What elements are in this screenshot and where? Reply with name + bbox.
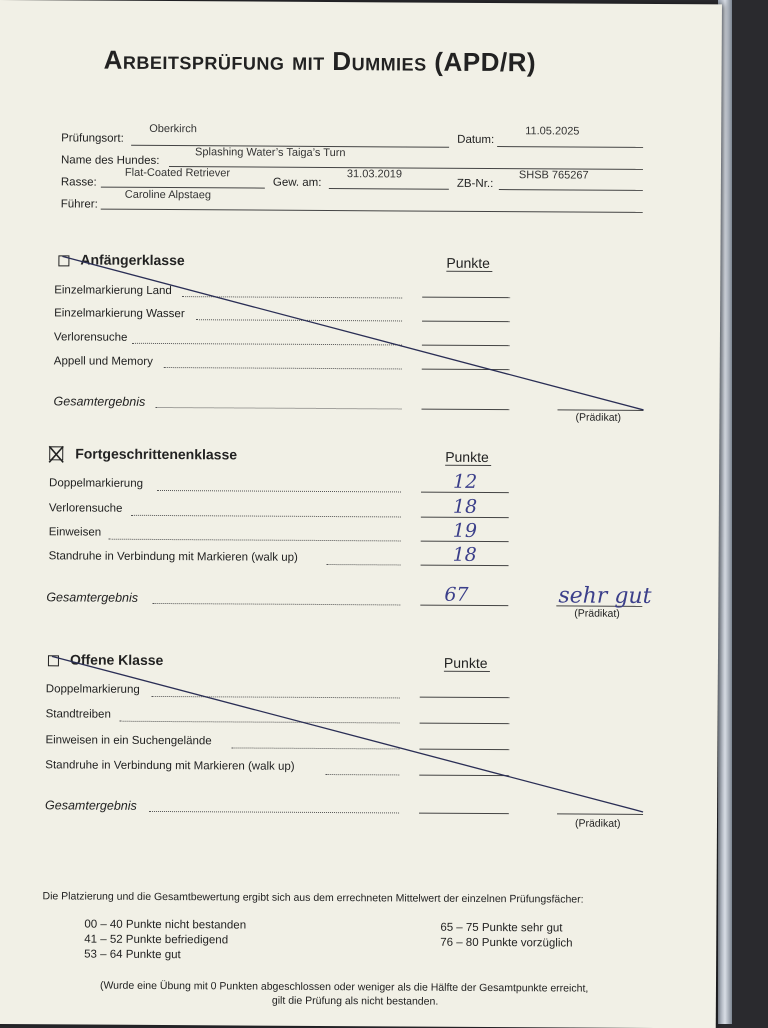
fuehrer-value: Caroline Alpstaeg [124, 188, 212, 202]
anfaenger-praedikat: (Prädikat) [575, 411, 622, 424]
anfaenger-item-3: Verlorensuche [53, 331, 128, 344]
offen-item-1: Doppelmarkierung [45, 683, 140, 696]
fortgeschritten-punkte-header: Punkte [445, 448, 489, 465]
fortgeschritten-score-3: 19 [452, 519, 478, 542]
offen-title: Offene Klasse [69, 651, 164, 669]
zb-label: ZB-Nr.: [456, 177, 494, 191]
anfaenger-item-4: Appell und Memory [53, 355, 153, 368]
hundename-label: Name des Hundes: [60, 154, 160, 167]
footer-note-1: (Wurde eine Übung mit 0 Punkten abgeschlossen oder weniger als die Hälfte der Gesamtpunkte erreicht, [99, 979, 589, 995]
anfaenger-punkte-header: Punkte [446, 254, 491, 271]
anfaenger-gesamt-label: Gesamtergebnis [53, 394, 146, 409]
offen-item-2: Standtreiben [45, 708, 111, 721]
zb-value: SHSB 765267 [518, 169, 589, 182]
offen-gesamt-label: Gesamtergebnis [45, 798, 137, 813]
rasse-label: Rasse: [60, 176, 97, 189]
pruefungsort-label: Prüfungsort: [61, 132, 124, 145]
offen-item-4: Standruhe in Verbindung mit Markieren (walk up) [45, 759, 295, 773]
fuehrer-label: Führer: [60, 198, 98, 211]
anfaenger-item-2: Einzelmarkierung Wasser [54, 307, 185, 321]
anfaenger-cross-out-stroke [62, 256, 645, 410]
footer-note-2: gilt die Prüfung als nicht bestanden. [271, 994, 439, 1008]
scale-left-2: 41 – 52 Punkte befriedigend [84, 933, 229, 947]
fortgeschritten-title: Fortgeschrittenenklasse [75, 445, 238, 463]
gew-label: Gew. am: [272, 176, 322, 189]
anfaenger-item-1: Einzelmarkierung Land [54, 284, 172, 298]
fortgeschritten-score-1: 12 [452, 470, 478, 493]
footer-intro: Die Platzierung und die Gesamtbewertung ergibt sich aus dem errechneten Mittelwert der einzelnen Prüfungsfächer: [42, 890, 584, 906]
fortgeschritten-item-1: Doppelmarkierung [49, 477, 144, 490]
scale-left-1: 00 – 40 Punkte nicht bestanden [84, 918, 247, 932]
datum-value: 11.05.2025 [525, 125, 580, 138]
rasse-value: Flat-Coated Retriever [124, 166, 231, 180]
offen-punkte-header: Punkte [443, 654, 488, 671]
fortgeschritten-score-4: 18 [452, 543, 477, 566]
fortgeschritten-gesamt-score: 67 [444, 583, 469, 606]
scale-left-3: 53 – 64 Punkte gut [84, 948, 181, 962]
fortgeschritten-praedikat-value: sehr gut [558, 583, 652, 609]
pruefungsort-value: Oberkirch [149, 122, 197, 136]
anfaenger-title: Anfängerklasse [80, 251, 185, 269]
scale-right-2: 76 – 80 Punkte vorzüglich [440, 936, 573, 950]
offen-praedikat: (Prädikat) [574, 817, 621, 830]
fortgeschritten-gesamt-label: Gesamtergebnis [46, 590, 139, 605]
fortgeschritten-item-2: Verlorensuche [48, 502, 123, 515]
offen-item-3: Einweisen in ein Suchengelände [45, 734, 212, 748]
datum-label: Datum: [457, 133, 495, 147]
fortgeschritten-praedikat: (Prädikat) [574, 607, 620, 620]
scale-right-1: 65 – 75 Punkte sehr gut [440, 921, 563, 935]
hundename-value: Splashing Water’s Taiga’s Turn [195, 146, 346, 160]
form-title: Arbeitsprüfung mit Dummies (APD/R) [103, 44, 537, 78]
fortgeschritten-score-2: 18 [452, 495, 478, 518]
fortgeschritten-item-4: Standruhe in Verbindung mit Markieren (walk up) [48, 550, 298, 564]
offen-cross-out-stroke [51, 656, 644, 812]
fortgeschritten-item-3: Einweisen [48, 526, 102, 539]
gew-value: 31.03.2019 [346, 168, 403, 181]
